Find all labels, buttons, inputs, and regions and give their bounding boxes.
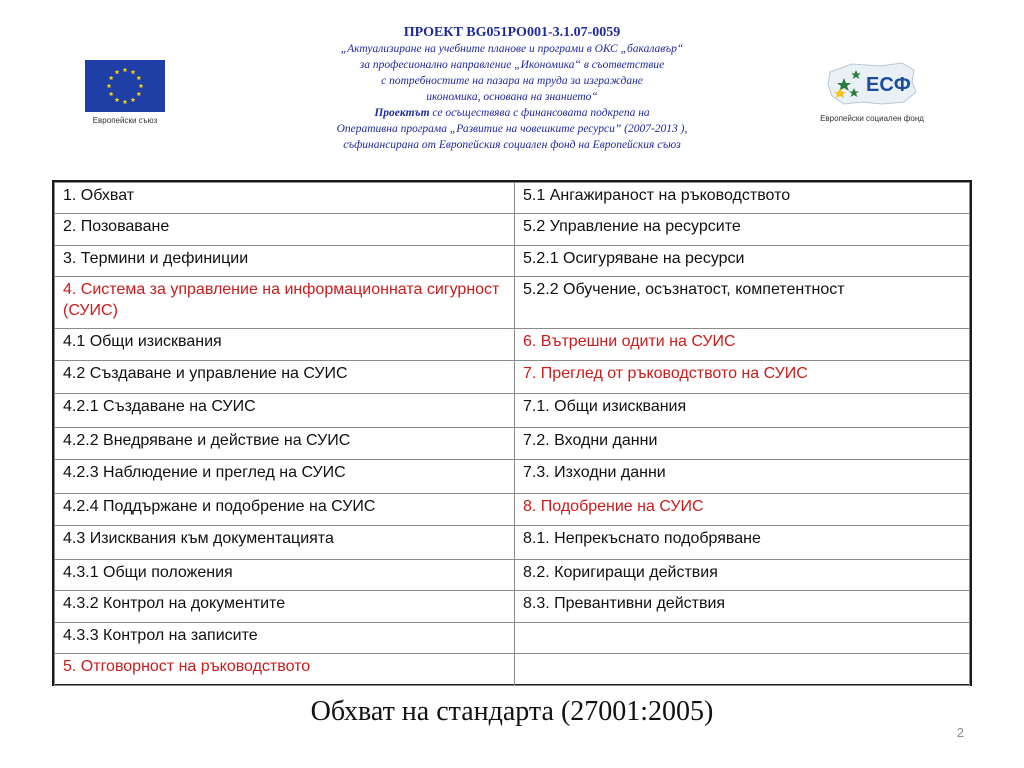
table-cell-right: 7.3. Изходни данни [515,460,970,494]
eu-star-icon [107,83,112,88]
eu-star-icon [115,97,120,102]
table-row [55,394,970,428]
table-cell-left: 4.3 Изисквания към документацията [55,526,515,560]
table-row [55,361,970,394]
eu-logo-caption: Европейски съюз [92,116,158,125]
eu-star-icon [109,91,114,96]
table-row [55,591,970,623]
table-cell-left: 3. Термини и дефиниции [55,246,515,277]
esf-text: ЕСФ [866,74,911,96]
table-row [55,560,970,591]
table-cell-left: 4.1 Общи изисквания [55,329,515,361]
table-row [55,494,970,526]
funding-line: съфинансирана от Европейския социален фонд на Европейския съюз [343,139,681,151]
table-cell-left: 4. Система за управление на информационната сигурност (СУИС) [55,277,515,329]
table-cell-right: 8.3. Превантивни действия [515,591,970,623]
table-cell-left: 2. Позоваване [55,214,515,246]
table-row [55,623,970,654]
table-cell-right: 7.2. Входни данни [515,428,970,460]
table-cell-left: 4.2.3 Наблюдение и преглед на СУИС [55,460,515,494]
project-header [200,24,824,153]
funding-rest: се осъществява с финансовата подкрепа на [429,107,650,119]
eu-star-icon [131,97,136,102]
table-cell-right: 6. Вътрешни одити на СУИС [515,329,970,361]
table-cell-right: 5.2 Управление на ресурсите [515,214,970,246]
table-row [55,329,970,361]
table-cell-right: 8.2. Коригиращи действия [515,560,970,591]
table-row [55,246,970,277]
table-row [55,277,970,329]
table-cell-right [515,623,970,654]
project-description-line: „Актуализиране на учебните планове и програми в ОКС „бакалавър“ [340,43,684,55]
table-row [55,183,970,214]
project-description-line: за професионално направление „Икономика“ в съответствие [359,59,665,71]
slide-caption: Обхват на стандарта (27001:2005) [310,696,714,727]
project-description-line: с потребностите на пазара на труда за изграждане [381,75,643,87]
table-cell-left: 4.3.2 Контрол на документите [55,591,515,623]
esf-logo-caption: Европейски социален фонд [820,114,924,123]
project-title: ПРОЕКТ BG051PO001-3.1.07-0059 [403,25,621,40]
eu-flag-icon [85,60,165,112]
table-cell-left: 4.2.2 Внедряване и действие на СУИС [55,428,515,460]
eu-star-icon [115,70,120,75]
table-cell-right: 5.2.1 Осигуряване на ресурси [515,246,970,277]
table-cell-right: 5.1 Ангажираност на ръководството [515,183,970,214]
table-row [55,460,970,494]
page-number: 2 [956,725,964,740]
eu-star-icon [139,83,144,88]
eu-logo [80,60,170,128]
table-cell-left: 4.3.3 Контрол на записите [55,623,515,654]
eu-star-icon [109,75,114,80]
funding-line [200,105,824,121]
table-cell-left: 4.2 Създаване и управление на СУИС [55,361,515,394]
table-cell-right [515,654,970,686]
eu-star-icon [123,99,128,104]
table-cell-left: 1. Обхват [55,183,515,214]
table-cell-left: 4.2.1 Създаване на СУИС [55,394,515,428]
esf-logo [814,58,930,128]
eu-star-icon [136,75,141,80]
table-cell-right: 7.1. Общи изисквания [515,394,970,428]
standard-structure-table [52,180,972,686]
table-cell-right: 7. Преглед от ръководството на СУИС [515,361,970,394]
funding-bold: Проектът [374,107,430,119]
table-row [55,526,970,560]
eu-star-icon [131,70,136,75]
eu-star-icon [136,91,141,96]
table-row [55,428,970,460]
eu-star-icon [123,67,128,72]
funding-line: Оперативна програма „Развитие на човешките ресурси” (2007-2013 ), [336,123,688,135]
table-row [55,654,970,686]
table-cell-left: 5. Отговорност на ръководството [55,654,515,686]
table-cell-left: 4.2.4 Поддържане и подобрение на СУИС [55,494,515,526]
table-cell-right: 8.1. Непрекъснато подобряване [515,526,970,560]
table-cell-left: 4.3.1 Общи положения [55,560,515,591]
table-row [55,214,970,246]
eu-stars-icon [85,60,165,112]
esf-map-icon [822,58,922,110]
table-cell-right: 8. Подобрение на СУИС [515,494,970,526]
table-cell-right: 5.2.2 Обучение, осъзнатост, компетентност [515,277,970,329]
project-description-line: икономика, основана на знанието“ [426,91,598,103]
